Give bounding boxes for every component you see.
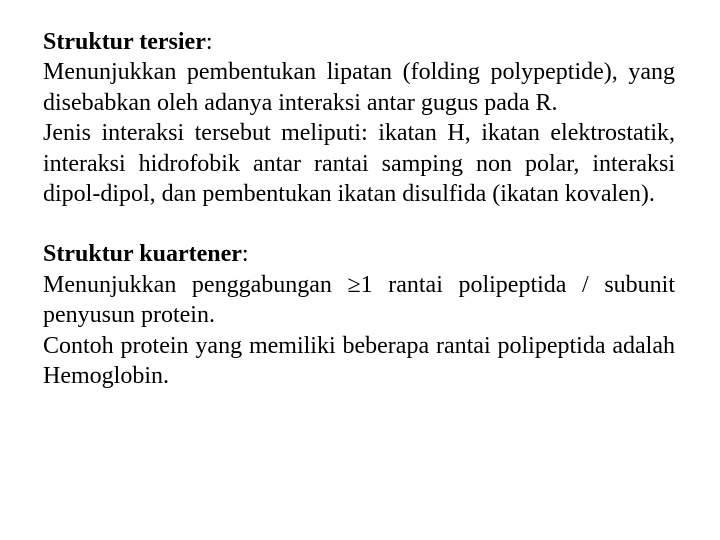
section-spacer (43, 209, 675, 239)
paragraph-definition: Menunjukkan penggabungan ≥1 rantai polipeptida / subunit penyusun protein. (43, 271, 675, 329)
section-heading (43, 239, 675, 269)
heading-colon: : (205, 29, 213, 55)
paragraph-definition: Menunjukkan pembentukan lipatan (folding polypeptide), yang disebabkan oleh adanya interaksi antar gugus pada R. (43, 59, 675, 116)
section-title: Struktur tersier (43, 29, 206, 55)
slide-content (43, 27, 675, 391)
paragraph-example: Contoh protein yang memiliki beberapa rantai polipeptida adalah Hemoglobin. (43, 332, 675, 390)
paragraph-interaction-types: Jenis interaksi tersebut meliputi: ikatan H, ikatan elektrostatik, interaksi hidrofobik antar rantai samping non polar, interaksi dipol-dipol, dan pembentukan ikatan disulfida (ikatan kovalen). (43, 120, 675, 208)
section-tertiary-structure (43, 27, 675, 209)
heading-colon: : (241, 241, 249, 268)
section-title: Struktur kuartener (43, 241, 242, 268)
section-heading (43, 27, 675, 57)
section-quaternary-structure (43, 239, 675, 391)
